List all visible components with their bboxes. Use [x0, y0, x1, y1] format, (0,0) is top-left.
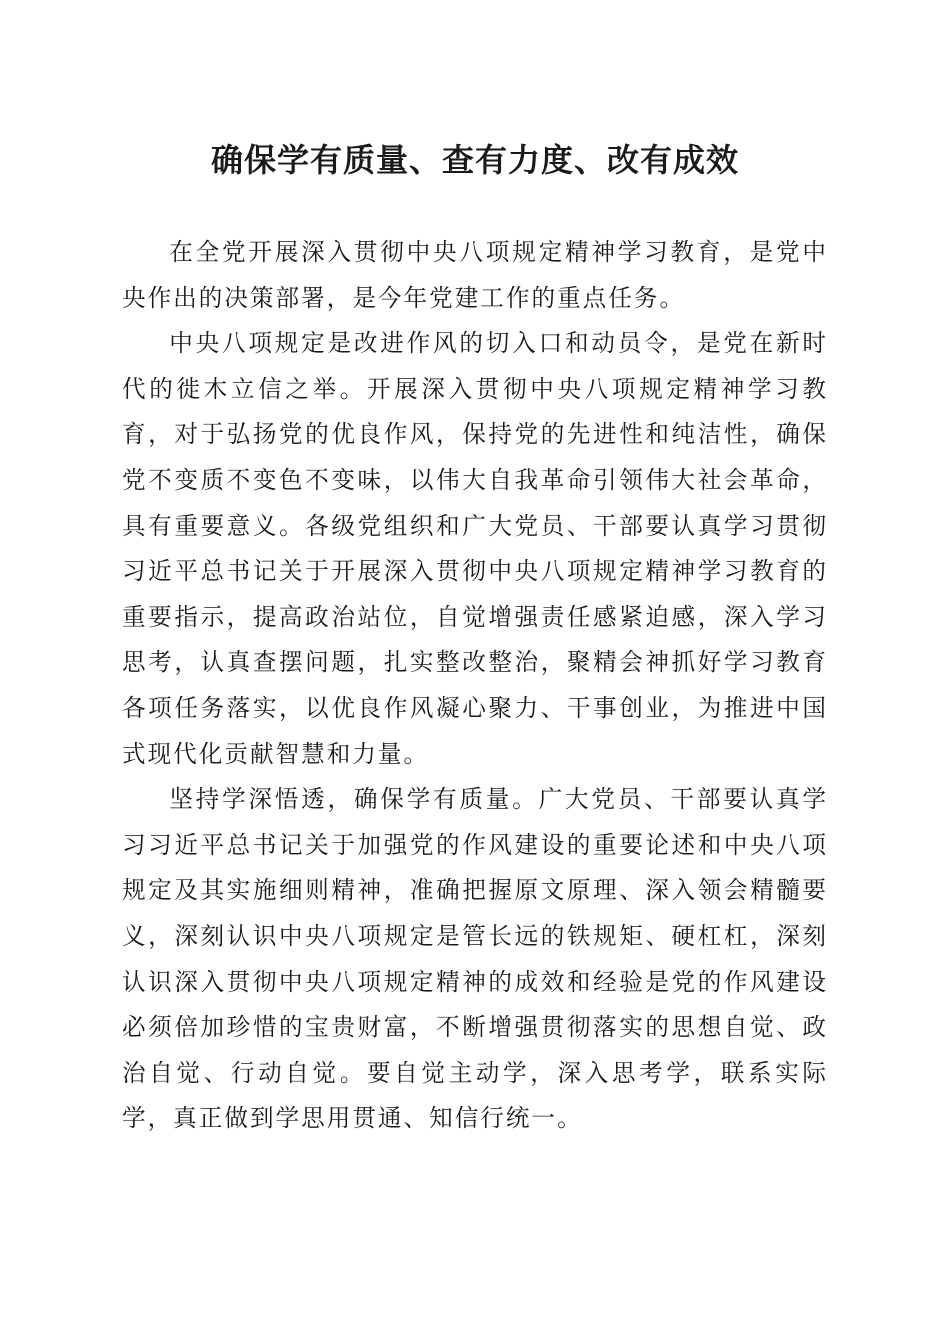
paragraph-intro: 在全党开展深入贯彻中央八项规定精神学习教育，是党中央作出的决策部署，是今年党建工作的重点任务。: [122, 238, 828, 312]
document-title: 确保学有质量、查有力度、改有成效: [210, 141, 739, 179]
paragraph-study-quality: 坚持学深悟透，确保学有质量。广大党员、干部要认真学习习近平总书记关于加强党的作风建设的重要论述和中央八项规定及其实施细则精神，准确把握原文原理、深入领会精髓要义，深刻认识中央八项规定是管长远的铁规矩、硬杠杠，深刻认识深入贯彻中央八项规定精神的成效和经验是党的作风建设必须倍加珍惜的宝贵财富，不断增强贯彻落实的思想自觉、政治自觉、行动自觉。要自觉主动学，深入思考学，联系实际学，真正做到学思用贯通、知信行统一。: [122, 785, 828, 1133]
document-body: [122, 230, 828, 1142]
paragraph-significance: 中央八项规定是改进作风的切入口和动员令，是党在新时代的徙木立信之举。开展深入贯彻中央八项规定精神学习教育，对于弘扬党的优良作风，保持党的先进性和纯洁性，确保党不变质不变色不变味，以伟大自我革命引领伟大社会革命，具有重要意义。各级党组织和广大党员、干部要认真学习贯彻习近平总书记关于开展深入贯彻中央八项规定精神学习教育的重要指示，提高政治站位，自觉增强责任感紧迫感，深入学习思考，认真查摆问题，扎实整改整治，聚精会神抓好学习教育各项任务落实，以优良作风凝心聚力、干事创业，为推进中国式现代化贡献智慧和力量。: [122, 329, 828, 768]
